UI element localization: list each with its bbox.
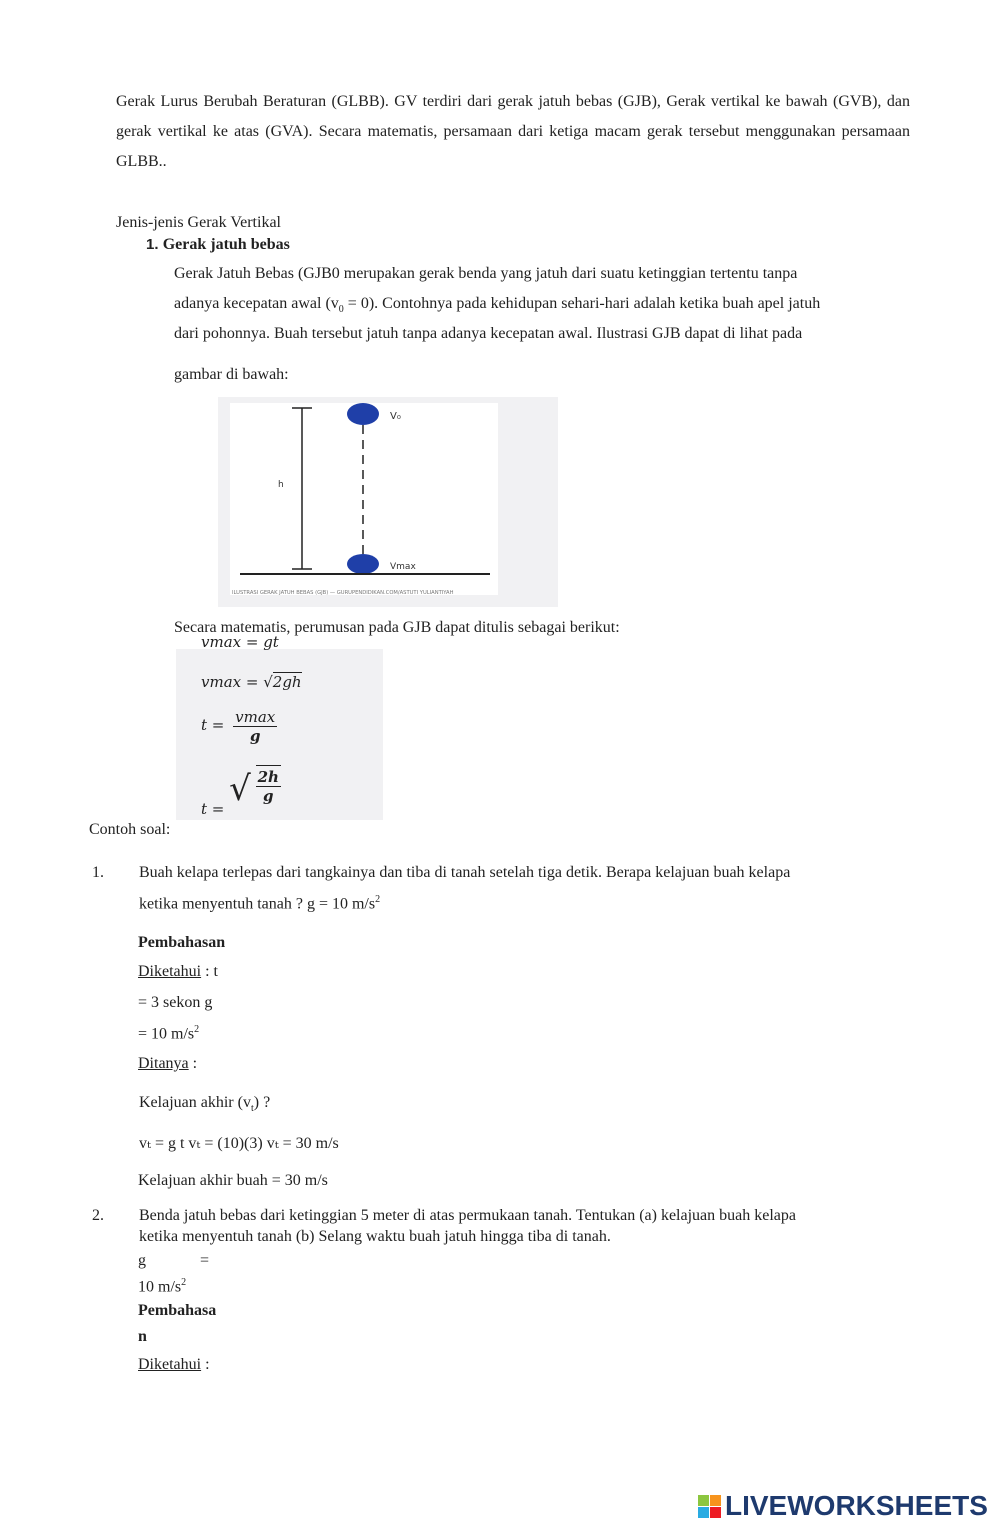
q2-diketahui-rest: : <box>201 1356 210 1373</box>
q2-number: 2. <box>92 1207 104 1224</box>
intro-paragraph: Gerak Lurus Berubah Beraturan (GLBB). GV terdiri dari gerak jatuh bebas (GJB), Gerak vertikal ke bawah (GVB), dan gerak vertikal ke atas (GVA). Secara matematis, persamaan dari ketiga macam gerak tersebut menggunakan persamaan GLBB.. <box>116 93 910 170</box>
q2-g-label: g <box>138 1252 146 1269</box>
formula-3-denominator: g <box>249 727 261 745</box>
desc-line-1: Gerak Jatuh Bebas (GJB0 merupakan gerak benda yang jatuh dari suatu ketinggian tertentu tanpa <box>174 265 798 282</box>
q2-g-eq: = <box>200 1252 210 1269</box>
q1-text-line-2 <box>139 894 380 913</box>
label-vmax: Vmax <box>390 562 416 572</box>
sqrt-sign-large: √ <box>229 769 251 809</box>
q1-ditanya <box>138 1055 197 1073</box>
q1-text-line-2-sup: 2 <box>375 894 381 905</box>
formula-4-denominator: g <box>263 787 274 805</box>
section-heading: Jenis-jenis Gerak Vertikal <box>116 214 281 231</box>
q1-line-b <box>138 1024 199 1043</box>
label-h: h <box>278 480 284 490</box>
logo-text: LIVEWORKSHEETS <box>725 1490 988 1521</box>
formula-2 <box>201 673 302 691</box>
q1-diketahui <box>138 963 218 981</box>
item-title <box>146 236 290 254</box>
q1-line-b-sup: 2 <box>194 1024 200 1035</box>
q1-ditanya-label: Ditanya <box>138 1055 189 1072</box>
liveworksheets-logo[interactable] <box>698 1490 988 1522</box>
formula-1: vmax = gt <box>201 633 279 651</box>
desc-line-2-sub: 0 <box>338 304 344 316</box>
gjb-diagram <box>218 397 558 607</box>
formula-3-lhs: t = <box>201 716 230 734</box>
formula-4-fraction <box>256 765 281 805</box>
q2-pembahasan-b: n <box>138 1328 147 1345</box>
logo-square-4 <box>710 1507 721 1518</box>
q2-text-line-2: ketika menyentuh tanah (b) Selang waktu buah jatuh hingga tiba di tanah. <box>139 1228 611 1245</box>
formula-3-numerator: vmax <box>235 708 276 726</box>
desc-line-2-b: = 0). Contohnya pada kehidupan sehari-hari adalah ketika buah apel jatuh <box>343 295 821 312</box>
q1-answer: Kelajuan akhir buah = 30 m/s <box>138 1172 328 1189</box>
desc-line-4: gambar di bawah: <box>174 366 289 383</box>
formula-3 <box>201 708 277 745</box>
q2-g-value-sup: 2 <box>181 1277 187 1288</box>
q1-diketahui-label: Diketahui <box>138 963 202 980</box>
gjb-illustration <box>218 397 558 607</box>
label-v0: V₀ <box>390 411 401 422</box>
formula-4-lhs: t = <box>201 800 230 818</box>
formula-4 <box>201 765 281 818</box>
logo-square-3 <box>698 1507 709 1518</box>
q2-g-value-main: 10 m/s <box>138 1278 182 1296</box>
ball-bottom <box>347 554 379 574</box>
formula-3-fraction <box>233 708 277 745</box>
examples-heading: Contoh soal: <box>89 821 171 838</box>
item-title-text: Gerak jatuh bebas <box>162 236 290 253</box>
formula-2-lhs: vmax = <box>201 673 264 691</box>
formula-4-numerator: 2h <box>257 768 279 786</box>
q1-pembahasan: Pembahasan <box>138 934 226 951</box>
logo-square-1 <box>698 1495 709 1506</box>
q2-diketahui-label: Diketahui <box>138 1356 202 1373</box>
logo-mark-icon <box>698 1495 721 1518</box>
q1-line-a: = 3 sekon g <box>138 994 213 1011</box>
q1-asked <box>139 1094 270 1114</box>
desc-line-2 <box>174 295 820 315</box>
q2-g-value <box>138 1277 186 1296</box>
q1-calc: vₜ = g t vₜ = (10)(3) vₜ = 30 m/s <box>139 1135 339 1152</box>
desc-line-2-a: adanya kecepatan awal (v <box>174 295 339 312</box>
q1-text-line-2-main: ketika menyentuh tanah ? g = 10 m/s <box>139 895 376 913</box>
ball-top <box>347 403 379 425</box>
q1-line-b-main: = 10 m/s <box>138 1025 195 1043</box>
q2-pembahasan-a: Pembahasa <box>138 1302 217 1319</box>
math-intro: Secara matematis, perumusan pada GJB dapat ditulis sebagai berikut: <box>174 619 620 636</box>
q1-diketahui-rest: : t <box>201 963 218 980</box>
sqrt-sign: √ <box>263 673 273 691</box>
q1-text-line-1: Buah kelapa terlepas dari tangkainya dan tiba di tanah setelah tiga detik. Berapa kelajuan buah kelapa <box>139 864 791 881</box>
q2-diketahui <box>138 1356 210 1374</box>
q1-ditanya-rest: : <box>188 1055 198 1072</box>
q2-text-line-1: Benda jatuh bebas dari ketinggian 5 meter di atas permukaan tanah. Tentukan (a) kelajuan buah kelapa <box>139 1207 796 1224</box>
desc-line-3: dari pohonnya. Buah tersebut jatuh tanpa adanya kecepatan awal. Ilustrasi GJB dapat di lihat pada <box>174 325 803 342</box>
q1-asked-end: ) ? <box>253 1094 271 1111</box>
q1-number: 1. <box>92 864 104 881</box>
logo-square-2 <box>710 1495 721 1506</box>
q1-asked-main: Kelajuan akhir (v <box>139 1094 251 1111</box>
q1-asked-sub: t <box>250 1103 254 1115</box>
formula-2-radicand: 2gh <box>272 673 302 691</box>
item-number: 1. <box>146 236 159 253</box>
figure-caption: ILUSTRASI GERAK JATUH BEBAS (GJB) — GURUPENDIDIKAN.COM/ASTUTI YULIANTIYAH <box>232 590 454 596</box>
